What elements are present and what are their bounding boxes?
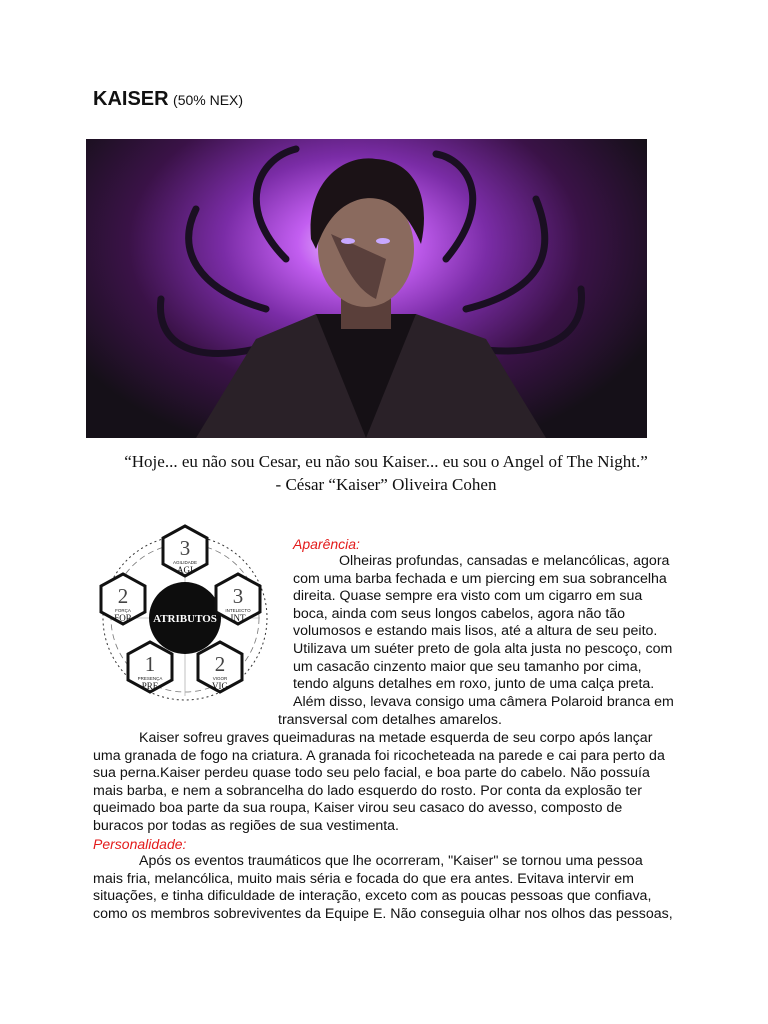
attribute-agi-abbr: AGI (177, 565, 193, 575)
attribute-agi-value: 3 (179, 536, 191, 560)
attribute-vig-label: VIGOR (212, 676, 228, 681)
attribute-for-abbr: FOR (114, 613, 132, 623)
attribute-for-value: 2 (117, 584, 129, 608)
attributes-emblem (90, 520, 280, 702)
text-line: volumosos e estando mais lisos, até a altura de seu peito. (293, 623, 658, 640)
text-line: situações, e tinha dificuldade de interação, exceto com as poucas pessoas que confiava, (93, 888, 652, 905)
personalidade-heading: Personalidade: (93, 836, 187, 852)
attributes-title: ATRIBUTOS (153, 613, 217, 625)
attribute-agi-label: AGILIDADE (172, 560, 198, 565)
text-line: direita. Quase sempre era visto com um cigarro em sua (293, 588, 643, 605)
text-line: sua perna.Kaiser perdeu quase todo seu pelo facial, e boa parte do cabelo. Não possuía (93, 765, 650, 782)
text-line: tendo alguns detalhes em roxo, junto de uma calça preta. (293, 676, 655, 693)
attribute-vig (198, 642, 242, 692)
text-line: queimado boa parte da sua roupa, Kaiser virou seu casaco do avesso, composto de (93, 800, 623, 817)
personalidade-paragraph (93, 853, 683, 923)
attributes-center (149, 582, 221, 654)
attribute-vig-value: 2 (214, 652, 226, 676)
attribute-for-label: FORÇA (115, 608, 131, 613)
text-line: buracos por todas as regiões de sua vestimenta. (93, 817, 399, 834)
text-line: mais fria, melancólica, muito mais séria e focada do que era antes. Evitava intervir em (93, 870, 634, 887)
character-name: KAISER (93, 88, 169, 110)
aparencia-paragraph-end: transversal com detalhes amarelos. (278, 712, 502, 728)
aparencia-paragraph (293, 553, 683, 711)
quote-author: - César “Kaiser” Oliveira Cohen (275, 475, 497, 494)
attribute-int-label: INTELECTO (225, 608, 251, 613)
text-line: um casacão cinzento maior que seu tamanho por cima, (293, 658, 642, 675)
text-line: boca, ainda com seus longos cabelos, agora não tão (293, 605, 626, 622)
attribute-for (101, 574, 145, 624)
text-line: mais barba, e nem a sobrancelha do lado esquerdo do rosto. Por conta da explosão ter (93, 782, 642, 799)
character-title (93, 88, 243, 111)
text-line: Olheiras profundas, cansadas e melancólicas, agora (339, 553, 670, 569)
portrait-illustration (86, 139, 647, 438)
text-line: Kaiser sofreu graves queimaduras na metade esquerda de seu corpo após lançar (139, 730, 653, 746)
attribute-int (216, 574, 260, 624)
text-line: Após os eventos traumáticos que lhe ocorreram, "Kaiser" se tornou uma pessoa (139, 853, 643, 869)
text-line: Utilizava um suéter preto de gola alta justa no pescoço, com (293, 640, 673, 657)
attribute-pre (128, 642, 172, 692)
text-line: Além disso, levava consigo uma câmera Polaroid branca em (293, 693, 674, 710)
text-line: como os membros sobreviventes da Equipe E. Não conseguia olhar nos olhos das pessoas, (93, 905, 673, 922)
character-portrait (86, 139, 647, 438)
queimaduras-paragraph (93, 730, 683, 836)
attribute-pre-abbr: PRE (141, 681, 159, 691)
aparencia-heading: Aparência: (293, 536, 360, 552)
quote-line: “Hoje... eu não sou Cesar, eu não sou Kaiser... eu sou o Angel of The Night.” (124, 452, 648, 471)
attribute-vig-abbr: VIG (212, 681, 228, 691)
text-line: com uma barba fechada e um piercing em sua sobrancelha (293, 570, 667, 587)
attribute-pre-value: 1 (144, 652, 156, 676)
attribute-agi (163, 526, 207, 576)
text-line: uma granada de fogo na criatura. A granada foi ricocheteada na parede e cai para perto da (93, 747, 665, 764)
attribute-pre-label: PRESENÇA (137, 676, 163, 681)
nex-level: (50% NEX) (173, 92, 244, 108)
attribute-int-abbr: INT (230, 613, 246, 623)
attribute-int-value: 3 (232, 584, 244, 608)
